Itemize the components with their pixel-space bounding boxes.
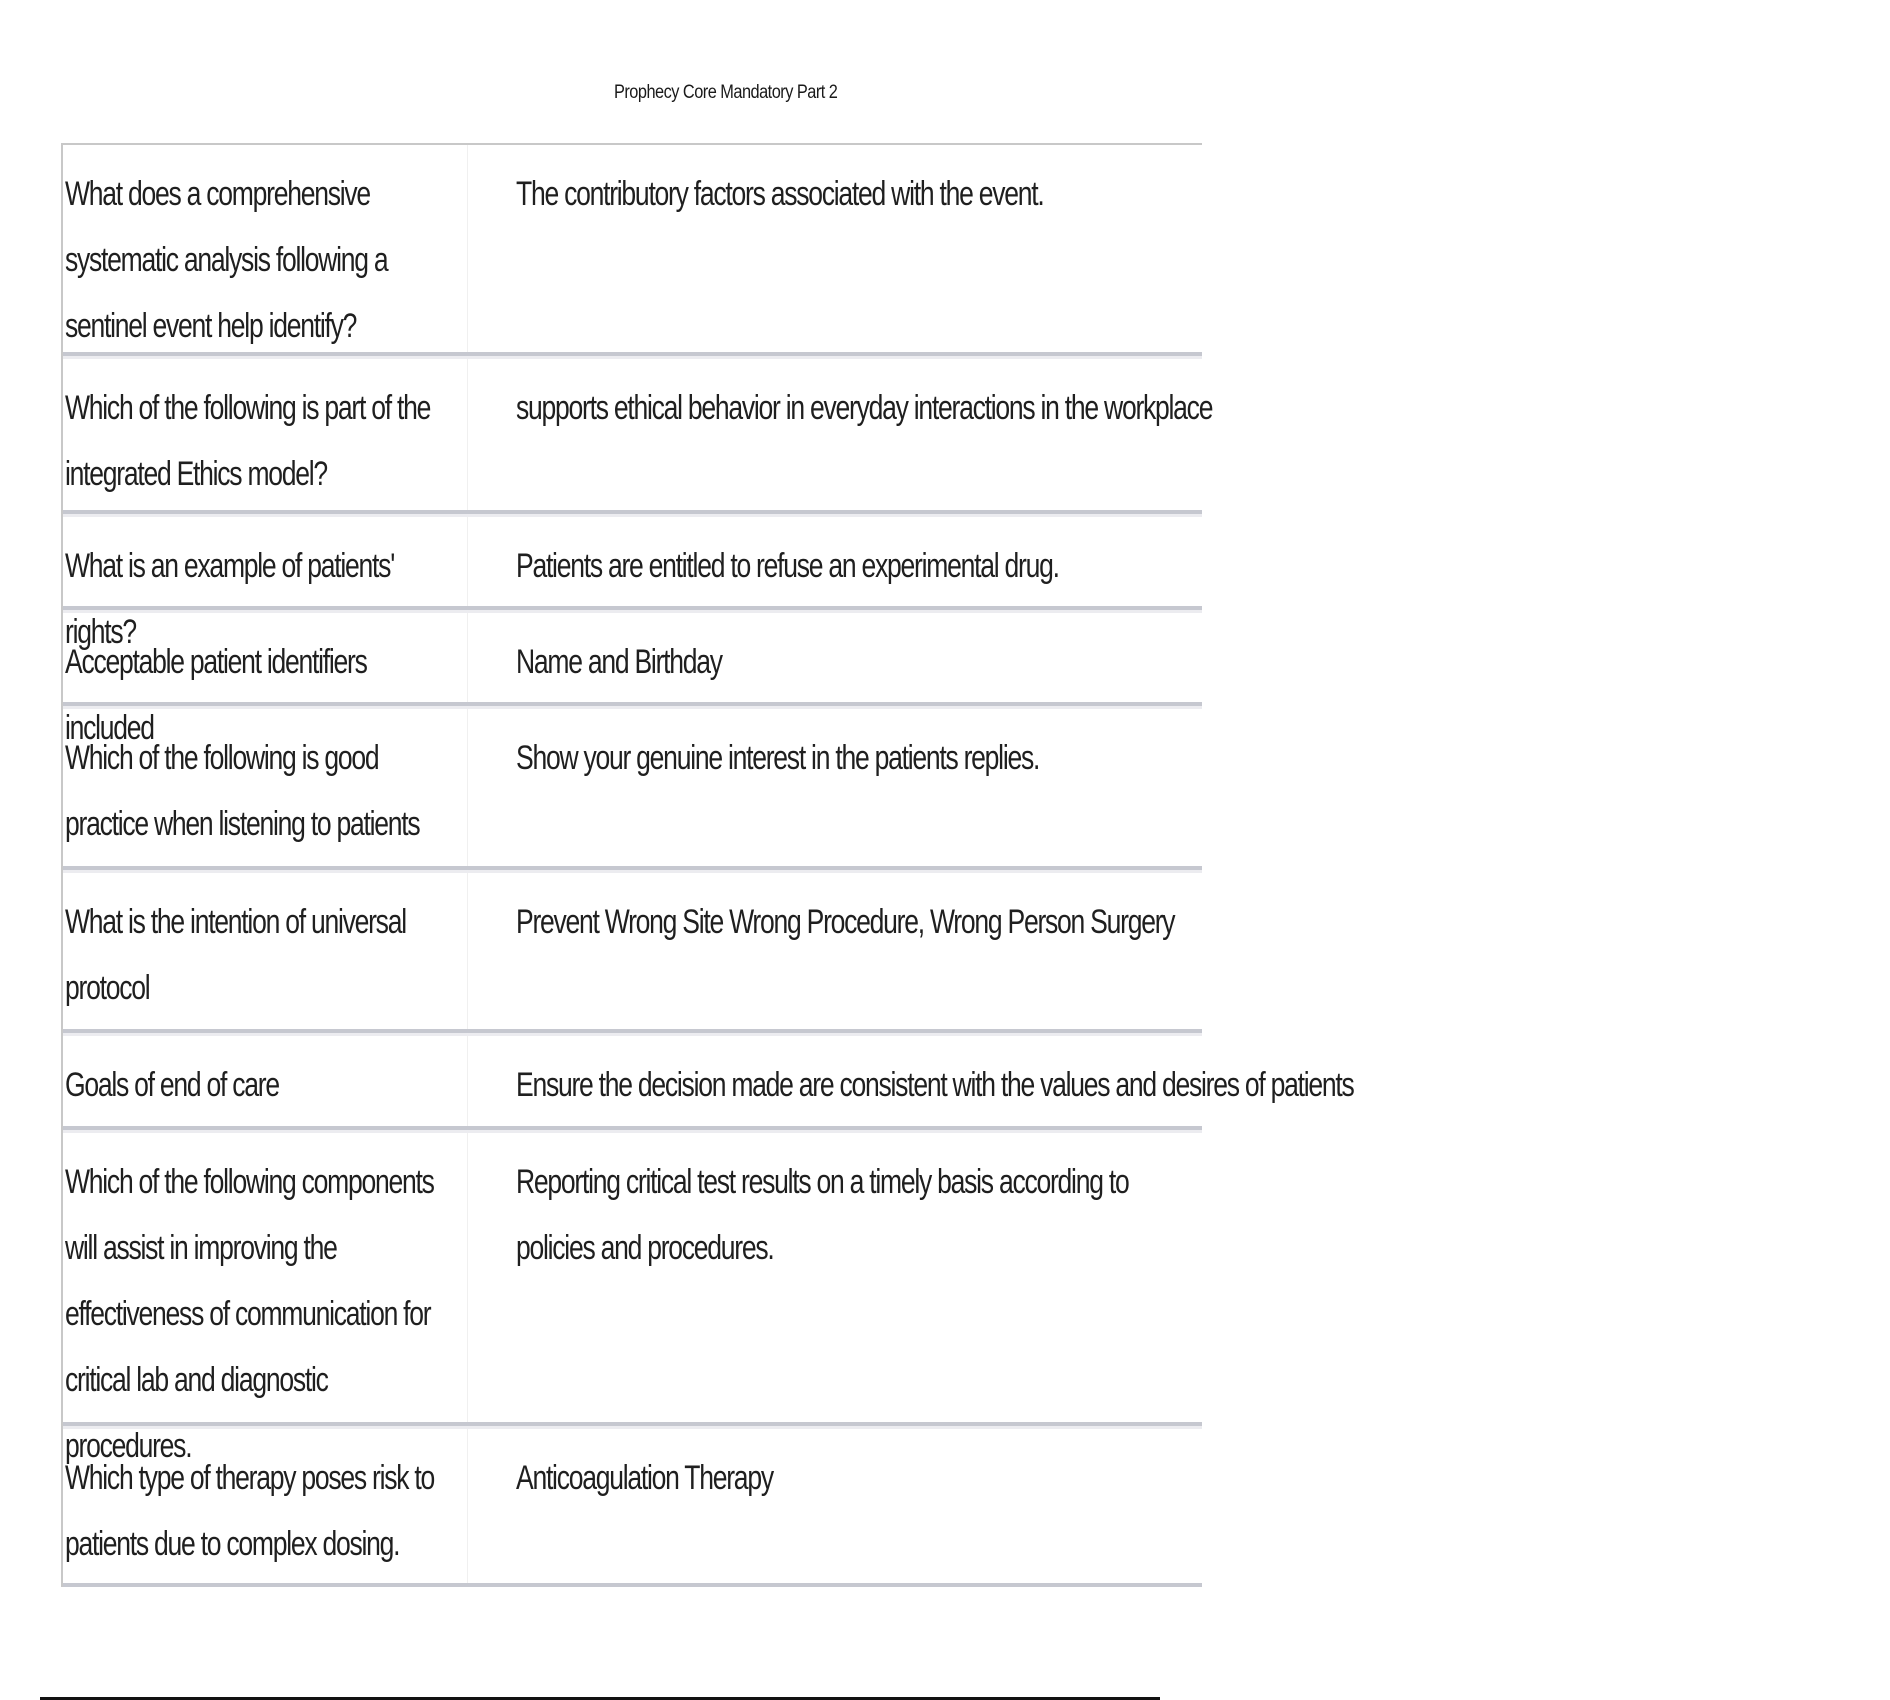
question-text: What is the intention of universal protocol: [65, 903, 406, 1007]
question-answer-table: [61, 143, 1354, 1587]
question-cell: [63, 709, 468, 866]
answer-cell: [468, 1133, 1202, 1422]
table-row: [63, 356, 1213, 514]
table-row: [63, 1130, 1202, 1465]
table-row: [63, 514, 1202, 651]
answer-cell: [468, 517, 1212, 606]
question-text: Which of the following is good practice when listening to patients: [65, 739, 420, 843]
answer-cell: [468, 613, 1202, 702]
answer-text: Ensure the decision made are consistent with the values and desires of patients: [516, 1066, 1354, 1104]
answer-text: The contributory factors associated with the event.: [516, 175, 1044, 213]
question-cell: [63, 1429, 468, 1583]
answer-cell: [468, 1429, 1202, 1583]
question-text: Which type of therapy poses risk to patients due to complex dosing.: [65, 1459, 435, 1563]
answer-cell: [468, 145, 1202, 352]
question-text: Acceptable patient identifiers included: [65, 643, 367, 747]
table-row: [63, 1426, 1202, 1587]
answer-text: Show your genuine interest in the patients replies.: [516, 739, 1040, 777]
question-cell: [63, 873, 468, 1029]
answer-cell: [468, 873, 1360, 1029]
answer-text: supports ethical behavior in everyday interactions in the workplace: [516, 389, 1213, 427]
question-text: Which of the following is part of the integrated Ethics model?: [65, 389, 431, 493]
question-text: What does a comprehensive systematic analysis following a sentinel event help identify?: [65, 175, 388, 345]
question-cell: [63, 1036, 468, 1126]
table-row: [63, 706, 1202, 870]
answer-text: Anticoagulation Therapy: [516, 1459, 773, 1497]
answer-cell: [468, 1036, 1590, 1126]
table-row: [63, 145, 1202, 356]
answer-cell: [468, 359, 1409, 510]
question-cell: [63, 1133, 468, 1465]
table-row: [63, 1033, 1354, 1130]
question-cell: [63, 359, 468, 510]
question-cell: [63, 145, 468, 352]
question-text: Goals of end of care: [65, 1066, 279, 1104]
answer-text: Prevent Wrong Site Wrong Procedure, Wrong Person Surgery: [516, 903, 1175, 941]
answer-cell: [468, 709, 1202, 866]
document-title: Prophecy Core Mandatory Part 2: [614, 82, 838, 103]
question-cell: [63, 517, 468, 651]
answer-text: Patients are entitled to refuse an experimental drug.: [516, 547, 1059, 585]
question-text: Which of the following components will assist in improving the effectiveness of communication for critical lab and diagnostic procedures.: [65, 1163, 434, 1465]
table-row: [63, 870, 1202, 1033]
answer-text: Reporting critical test results on a timely basis according to policies and procedures.: [516, 1163, 1129, 1267]
answer-text: Name and Birthday: [516, 643, 722, 681]
question-text: What is an example of patients' rights?: [65, 547, 395, 651]
